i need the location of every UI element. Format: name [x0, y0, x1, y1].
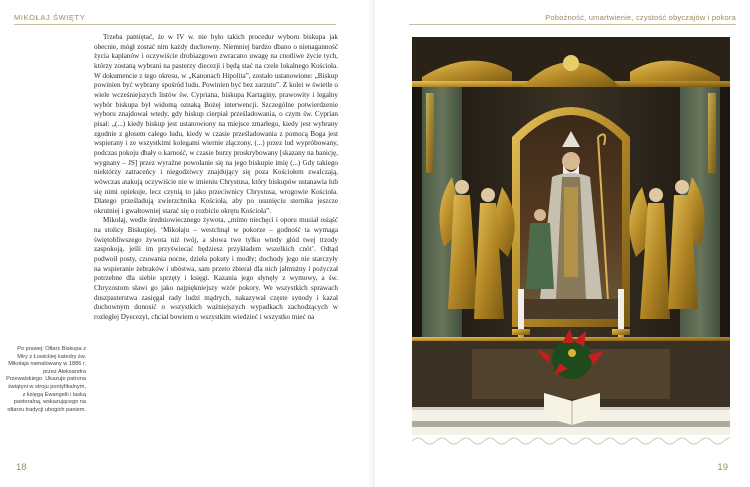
running-head-right: Pobożność, umartwienie, czystość obyczajów i pokora	[545, 13, 736, 22]
header-rule-right	[409, 24, 736, 25]
page-number-right: 19	[717, 462, 728, 473]
right-page	[375, 0, 750, 487]
paragraph: Trzeba pamiętać, że w IV w. nie było takich procedur wyboru biskupa jak obecnie, mógł zostać nim każdy duchowny. Niemniej bardzo dbano o nienaganność życia kapłanów i oczywiście drobiazgowo zwracano uwagę na cnotliwe życie tych, którzy zostaną wybrani na pasterzy diecezji i będą stać na czele lokalnego Kościoła. W dokumencie z tego okresu, w „Kanonach Hipolita”, zostało ustanowione: „Biskup powinien być wybrany spośród ludu. Powinien być bez zarzutu”. Z kolei w świetle o wiele wcześniejszych listów św. Cypriana, biskupa Kartaginy, prawowity i legalny wybór biskupa był widomą oznaką Bożej interwencji. Szczególne potwierdzenie wyboru znajdował wtedy, gdy biskup cierpiał prześladowania, o czym św. Cyprian pisał: „(...) kiedy biskup jest ustanowiony na miejsce zmarłego, kiedy jest wybrany zgodnie z głosem całego ludu, kiedy w czasie prześladowania z pomocą Boga jest wspierany i ze wszystkimi kolegami wiernie złączony, (...) przez lud wypróbowany, podczas pokoju dbały o karność, w czasie burzy proskrybowany [skazany na banicję, wygnany – JS] przez wyraźne powołanie się na jego biskupie imię (...) Gdy takiego niektórzy zatraceńcy i niegodziwcy znajdujący się poza Kościołem zwalczają, wówczas atakują oczywiście nie w imieniu Chrystusa, który biskupów ustanawia lub się nimi opiekuje, lecz czynią to jako przeciwnicy Chrystusa, wrogowie Kościoła. Dlatego prześladują zwierzchnika Kościoła, aby po usunięciu sternika jeszcze okrutniej i gwałtowniej starać się o rozbicie okrętu Kościoła”.	[94, 33, 338, 215]
page-number-left: 18	[16, 462, 27, 473]
body-text	[94, 33, 338, 323]
header-rule-left	[14, 24, 336, 25]
running-head-left: MIKOŁAJ ŚWIĘTY	[14, 13, 86, 22]
image-caption: Po prawej: Ołtarz Biskupa z Miry z Łowickiej katedry św. Mikołaja namalowany w 1886 r. przez Aleksandra Przewalskiego. Ukazuje patrona świątyni w stroju pontyfikalnym, z księgą Ewangelii i laską pastoralną, wskazującego na ołtarzu tradycji ubogich paniem.	[6, 346, 86, 413]
altar-photo	[412, 37, 730, 450]
paragraph: Mikołaj, wedle średniowiecznego żywota, „mimo niechęci i oporu musiał osiąść na stolicy Biskupiej. ‘Mikołaju – westchnął w pokorze – godność ta wymaga świętobliwszego żywota niż twój, a słowa twe tylko wtedy głód twej trzody zaspokoją, jeśli im przyświecać będziesz przykładem wszelkich cnót’. Odtąd podwoił posty, czuwania nocne, dzieła pokuty i modły; dochody jego nie starczyły na wspieranie żebraków i ubóstwa, sam przeto zbierał dla nich jałmużny i pożyczał potrzebne dla siebie sprzęty i księgi. Kazania jego słynęły z wymowy, a św. Chryzostom sławi go jako najpiękniejszy wzór pokory. We wszystkich sprawach duszpasterstwa zasięgał rady ludzi mądrych, nakazywał częste synody i kazał duchownym donosić o wszystkich ważniejszych wypadkach zachodzących w rozległej Dyecezyi, chciał bowiem o wszystkim wiedzieć i wszystko mieć na	[94, 216, 338, 322]
